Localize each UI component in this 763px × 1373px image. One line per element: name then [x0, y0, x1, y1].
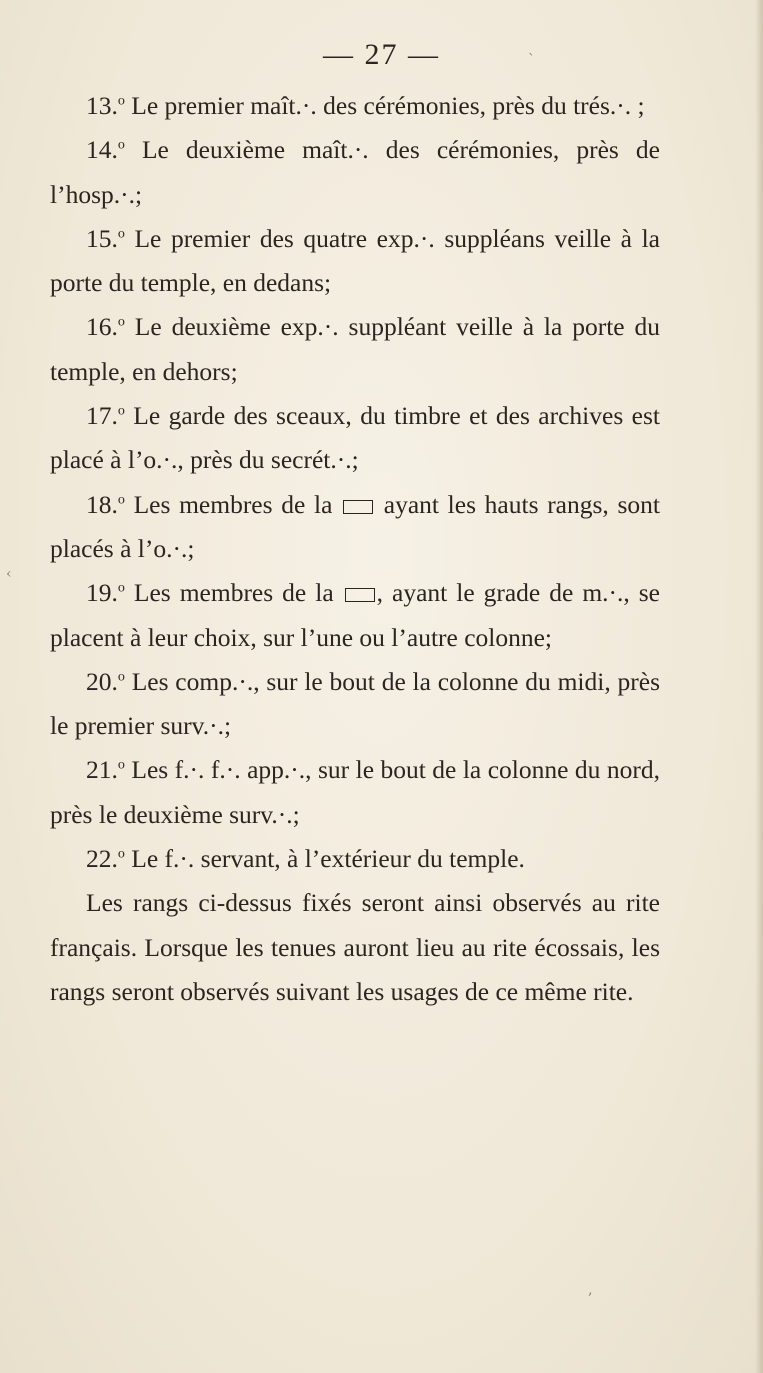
paragraph-15	[50, 217, 660, 306]
lodge-square-icon	[345, 588, 375, 602]
item-text: Le premier maît.·. des cérémonies, près du trés.·. ;	[124, 91, 645, 120]
paragraph-13	[50, 84, 660, 128]
paragraph-18	[50, 483, 660, 572]
ordinal-sup: o	[117, 137, 125, 153]
item-text: Les membres de la	[124, 489, 333, 519]
paper-speck: ‚	[588, 1282, 593, 1298]
item-text: , ayant le grade de m.·., se placent à leur choix, sur l’une ou l’autre colonne;	[50, 578, 661, 652]
item-text: Le garde des sceaux, du timbre et des archives est placé à l’o.·., près du secrét.·.;	[50, 401, 660, 475]
ordinal-sup: o	[117, 93, 125, 109]
item-text: Le premier des quatre exp.·. suppléans veille à la porte du temple, en dedans;	[50, 223, 660, 298]
item-number: 13.	[86, 91, 118, 120]
item-number: 19.	[86, 578, 118, 608]
item-text: Les comp.·., sur le bout de la colonne du midi, près le premier surv.·.;	[50, 666, 660, 741]
lodge-square-icon	[343, 500, 373, 514]
item-number: 15.	[86, 223, 118, 253]
paragraph-19	[50, 571, 660, 660]
paragraph-16	[50, 305, 660, 394]
paper-speck: ‹	[6, 566, 12, 582]
closing-paragraph: Les rangs ci-dessus fixés seront ainsi observés au rite français. Lorsque les tenues auront lieu au rite écossais, les rangs seront observés suivant les usages de ce même rite.	[50, 888, 660, 1006]
paragraph-22	[50, 837, 660, 881]
ordinal-sup: o	[117, 757, 125, 773]
item-text: ayant les hauts rangs, sont placés à l’o.·.;	[50, 489, 660, 563]
paragraph-17	[50, 394, 660, 483]
item-number: 22.	[86, 844, 118, 874]
paper-speck: ˋ	[528, 52, 535, 68]
ordinal-sup: o	[117, 403, 125, 419]
item-number: 21.	[86, 755, 118, 785]
ordinal-sup: o	[117, 492, 125, 508]
page-number: — 27 —	[323, 38, 440, 71]
ordinal-sup: o	[117, 314, 125, 330]
item-text: Les f.·. f.·. app.·., sur le bout de la colonne du nord, près le deuxième surv.·.;	[50, 755, 660, 829]
paragraph-14	[50, 128, 660, 217]
item-text: Les membres de la	[124, 578, 334, 608]
paragraph-21	[50, 748, 660, 837]
paragraph-20	[50, 660, 660, 749]
item-number: 20.	[86, 666, 118, 696]
item-text: Le f.·. servant, à l’extérieur du temple.	[124, 844, 525, 874]
item-text: Le deuxième exp.·. suppléant veille à la porte du temple, en dehors;	[50, 312, 660, 386]
ordinal-sup: o	[117, 580, 125, 596]
body-text	[50, 84, 660, 1014]
ordinal-sup: o	[117, 669, 125, 685]
item-number: 14.	[86, 135, 118, 165]
item-number: 16.	[86, 312, 118, 342]
ordinal-sup: o	[117, 846, 125, 862]
ordinal-sup: o	[117, 226, 125, 242]
item-text: Le deuxième maît.·. des cérémonies, près de l’hosp.·.;	[50, 135, 660, 209]
page-edge-shadow	[755, 0, 763, 1373]
item-number: 17.	[86, 401, 118, 431]
item-number: 18.	[86, 489, 118, 519]
